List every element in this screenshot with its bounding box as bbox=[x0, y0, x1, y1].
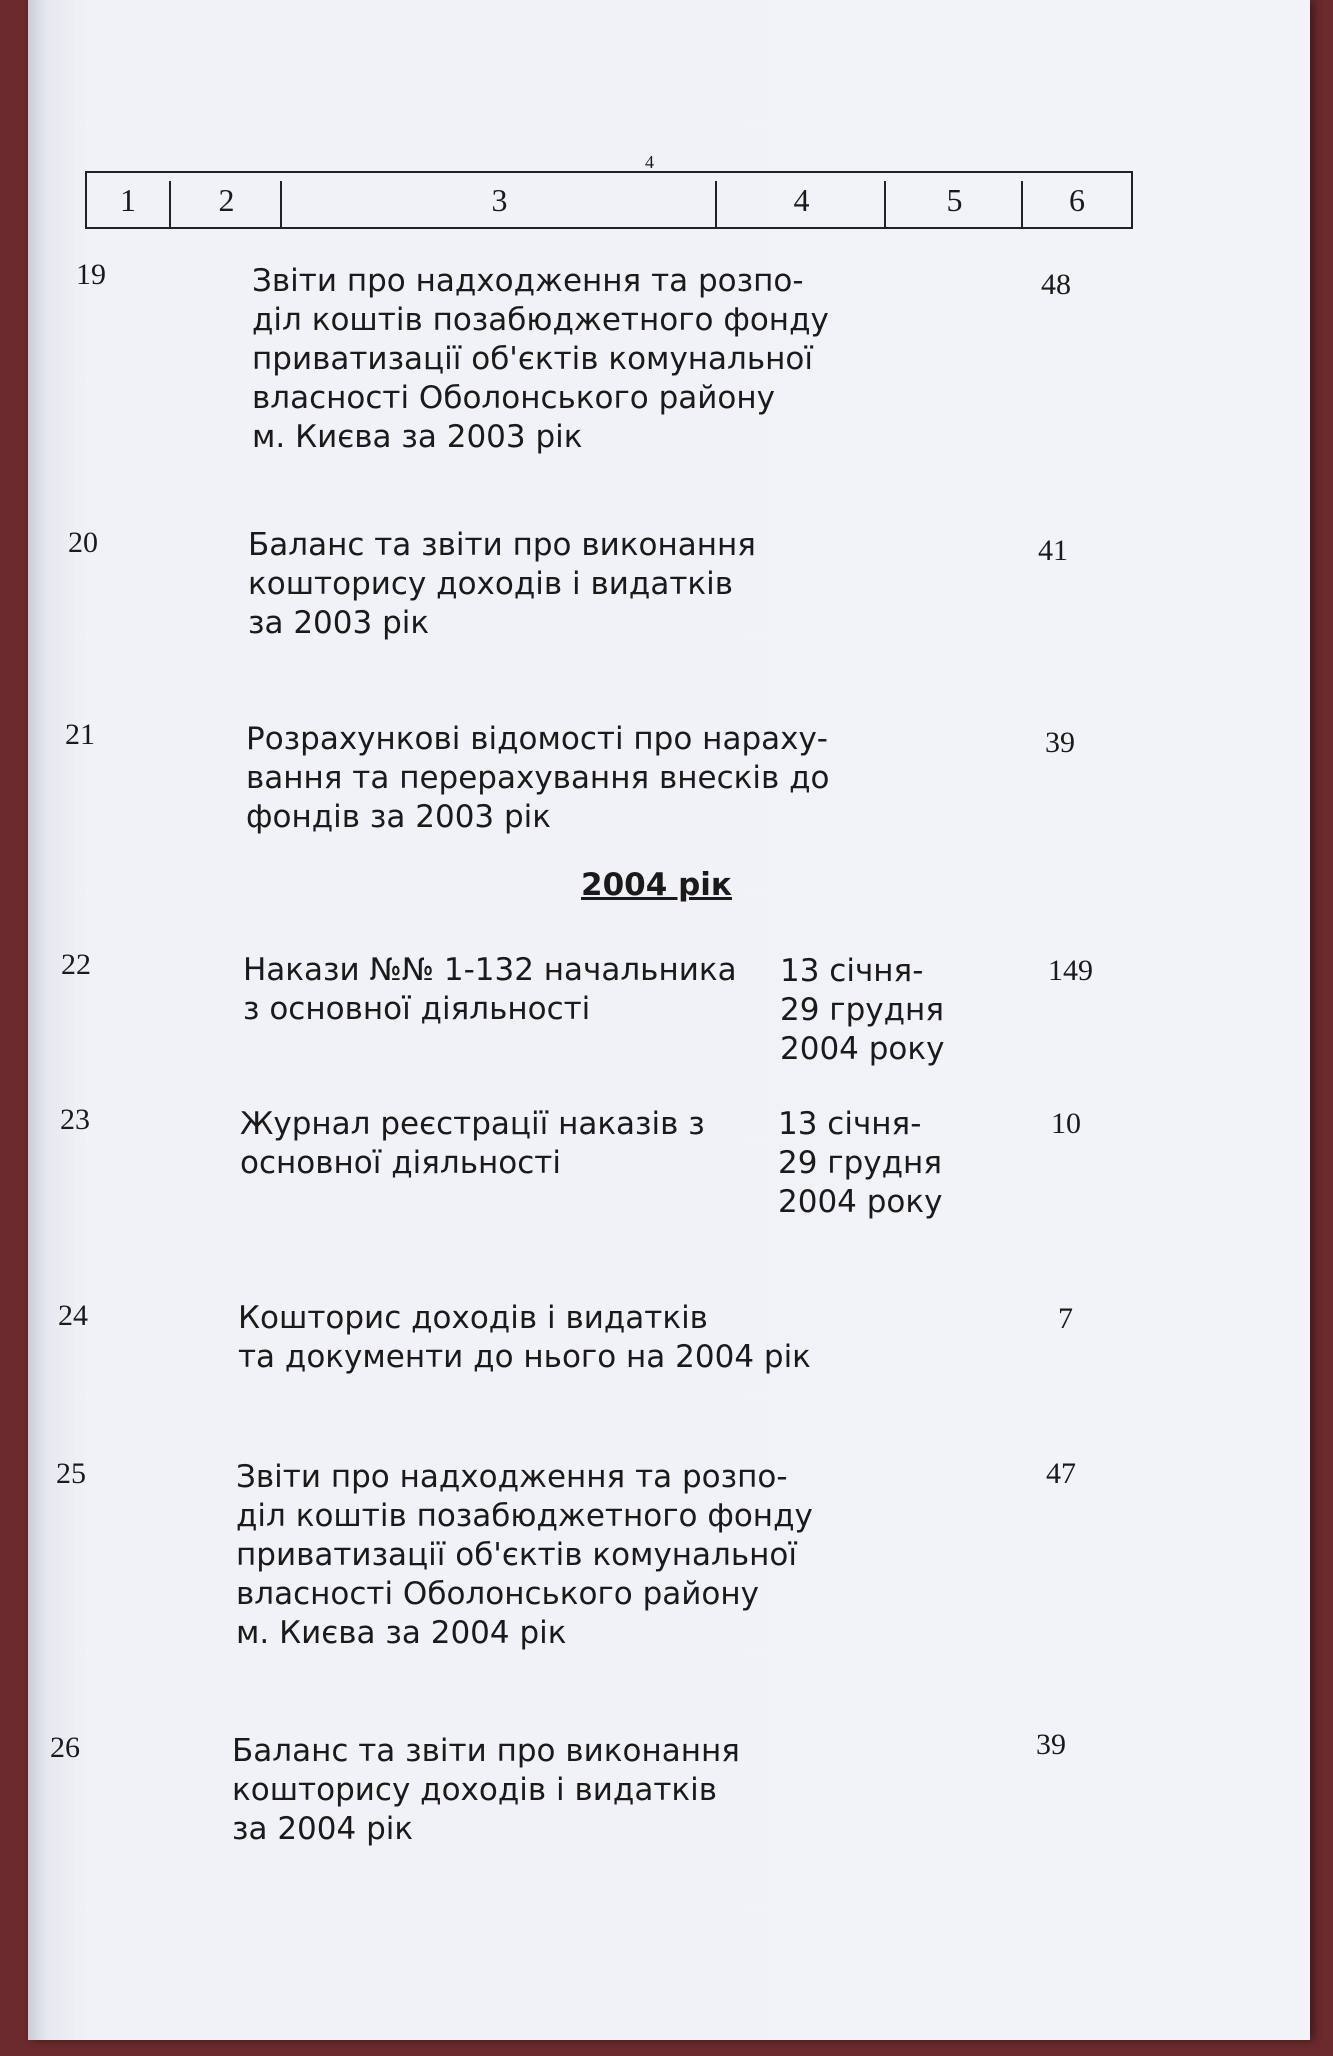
entry-date-range bbox=[778, 1105, 942, 1222]
entry-number: 22 bbox=[61, 948, 91, 981]
entry-count: 47 bbox=[1046, 1457, 1076, 1490]
entry-number: 21 bbox=[65, 718, 95, 751]
column-header-row bbox=[85, 171, 1133, 229]
entry-title-line: діл коштів позабюджетного фонду bbox=[236, 1498, 813, 1534]
entry-title-line: кошторису доходів і видатків bbox=[232, 1772, 718, 1808]
entry-title-line: Накази №№ 1-132 начальника bbox=[243, 952, 737, 988]
entry-title bbox=[246, 720, 830, 837]
entry-date-line: 13 січня- bbox=[778, 1106, 922, 1142]
page-number: 4 bbox=[645, 152, 654, 172]
entry-date-range bbox=[780, 952, 944, 1069]
entry-title bbox=[232, 1732, 740, 1849]
entry-number: 23 bbox=[60, 1103, 90, 1136]
header-col-2: 2 bbox=[169, 181, 282, 227]
entry-count: 39 bbox=[1036, 1728, 1066, 1761]
entry-title-line: вання та перерахування внесків до bbox=[246, 760, 830, 796]
entry-date-line: 2004 року bbox=[778, 1184, 943, 1220]
entry-count: 149 bbox=[1048, 954, 1093, 987]
entry-date-line: 13 січня- bbox=[780, 953, 924, 989]
header-col-5: 5 bbox=[884, 181, 1023, 227]
entry-title-line: Звіти про надходження та розпо- bbox=[236, 1459, 788, 1495]
entry-date-line: 29 грудня bbox=[778, 1145, 942, 1181]
entry-number: 20 bbox=[68, 526, 98, 559]
entry-date-line: 29 грудня bbox=[780, 992, 944, 1028]
entry-number: 24 bbox=[58, 1299, 88, 1332]
entry-title bbox=[236, 1458, 813, 1653]
entry-title-line: Журнал реєстрації наказів з bbox=[240, 1106, 705, 1142]
entry-title-line: кошторису доходів і видатків bbox=[248, 566, 734, 602]
entry-title bbox=[243, 951, 737, 1029]
entry-title-line: з основної діяльності bbox=[243, 991, 591, 1027]
entry-number: 19 bbox=[76, 258, 106, 291]
entry-title-line: Кошторис доходів і видатків bbox=[238, 1300, 708, 1336]
entry-title-line: фондів за 2003 рік bbox=[246, 799, 552, 835]
entry-title-line: м. Києва за 2004 рік bbox=[236, 1615, 567, 1651]
entry-title-line: власності Оболонського району bbox=[236, 1576, 759, 1612]
entry-title-line: приватизації об'єктів комунальної bbox=[252, 341, 813, 377]
entry-count: 10 bbox=[1051, 1107, 1081, 1140]
entry-title-line: Розрахункові відомості про нараху- bbox=[246, 721, 828, 757]
entry-count: 39 bbox=[1045, 726, 1075, 759]
entry-title-line: Баланс та звіти про виконання bbox=[232, 1733, 740, 1769]
header-col-6: 6 bbox=[1021, 181, 1131, 227]
header-col-4: 4 bbox=[715, 181, 886, 227]
entry-title-line: основної діяльності bbox=[240, 1145, 561, 1181]
entry-title-line: приватизації об'єктів комунальної bbox=[236, 1537, 797, 1573]
entry-title-line: та документи до нього на 2004 рік bbox=[238, 1339, 811, 1375]
entry-count: 41 bbox=[1038, 534, 1068, 567]
entry-title bbox=[248, 526, 756, 643]
section-heading-year: 2004 рік bbox=[581, 867, 732, 903]
entry-count: 7 bbox=[1058, 1302, 1073, 1335]
entry-title-line: діл коштів позабюджетного фонду bbox=[252, 302, 829, 338]
entry-title-line: м. Києва за 2003 рік bbox=[252, 419, 583, 455]
entry-date-line: 2004 року bbox=[780, 1031, 945, 1067]
header-col-1: 1 bbox=[120, 182, 136, 218]
entry-title-line: Баланс та звіти про виконання bbox=[248, 527, 756, 563]
entry-title-line: за 2003 рік bbox=[248, 605, 430, 641]
entry-title bbox=[252, 262, 829, 457]
entry-number: 25 bbox=[56, 1457, 86, 1490]
entry-title bbox=[238, 1299, 811, 1377]
header-col-3: 3 bbox=[280, 181, 717, 227]
entry-title-line: за 2004 рік bbox=[232, 1811, 414, 1847]
entry-title bbox=[240, 1105, 705, 1183]
entry-title-line: Звіти про надходження та розпо- bbox=[252, 263, 804, 299]
document-page bbox=[28, 0, 1310, 2040]
entry-title-line: власності Оболонського району bbox=[252, 380, 775, 416]
entry-number: 26 bbox=[50, 1731, 80, 1764]
entry-count: 48 bbox=[1041, 268, 1071, 301]
